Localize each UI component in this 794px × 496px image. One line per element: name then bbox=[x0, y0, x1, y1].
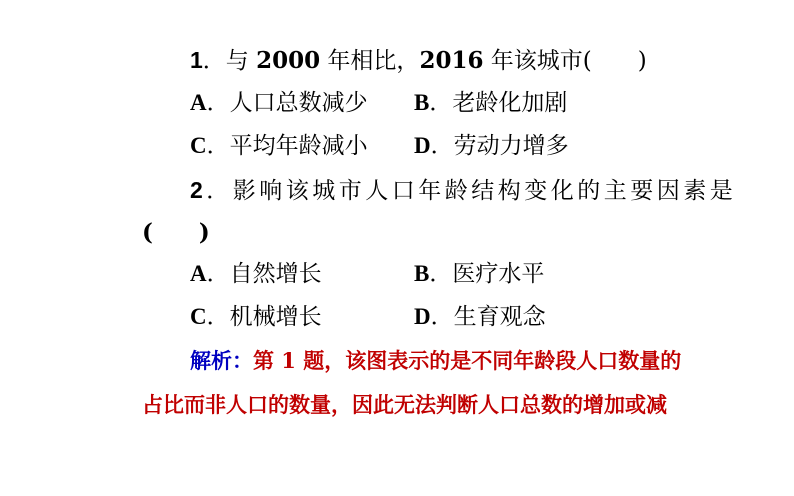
analysis-label: 解析： bbox=[190, 348, 253, 373]
question-2-number: 2 bbox=[190, 177, 207, 203]
analysis-text-1: 第 1 题，该图表示的是不同年龄段人口数量的 bbox=[253, 348, 682, 373]
question-2-option-a: A．自然增长 bbox=[190, 261, 322, 287]
question-1-option-c: C．平均年龄减小 bbox=[190, 133, 368, 159]
question-2-stem bbox=[190, 175, 736, 206]
question-1-option-a: A．人口总数减少 bbox=[190, 90, 368, 116]
question-1-option-d: D．劳动力增多 bbox=[414, 133, 569, 159]
question-2-text: ．影响该城市人口年龄结构变化的主要因素是 bbox=[206, 178, 737, 204]
question-1-text-a: ．与 bbox=[202, 48, 257, 74]
question-1-number: 1 bbox=[190, 47, 203, 73]
question-1-stem bbox=[190, 45, 647, 76]
question-1-text-b: 年相比， bbox=[320, 48, 420, 74]
question-2-option-c: C．机械增长 bbox=[190, 304, 322, 330]
analysis-line-2: 占比而非人口的数量，因此无法判断人口总数的增加或减 bbox=[142, 392, 667, 417]
question-2-option-b: B．医疗水平 bbox=[414, 261, 545, 287]
analysis-line-1 bbox=[190, 346, 681, 376]
question-1-text-c: 年该城市( ) bbox=[483, 48, 647, 74]
question-2-paren: ( ) bbox=[142, 219, 210, 246]
question-1-year1: 2000 bbox=[256, 47, 321, 74]
question-1-year2: 2016 bbox=[419, 47, 484, 74]
question-2-option-d: D．生育观念 bbox=[414, 304, 546, 330]
question-1-option-b: B．老龄化加剧 bbox=[414, 90, 568, 116]
